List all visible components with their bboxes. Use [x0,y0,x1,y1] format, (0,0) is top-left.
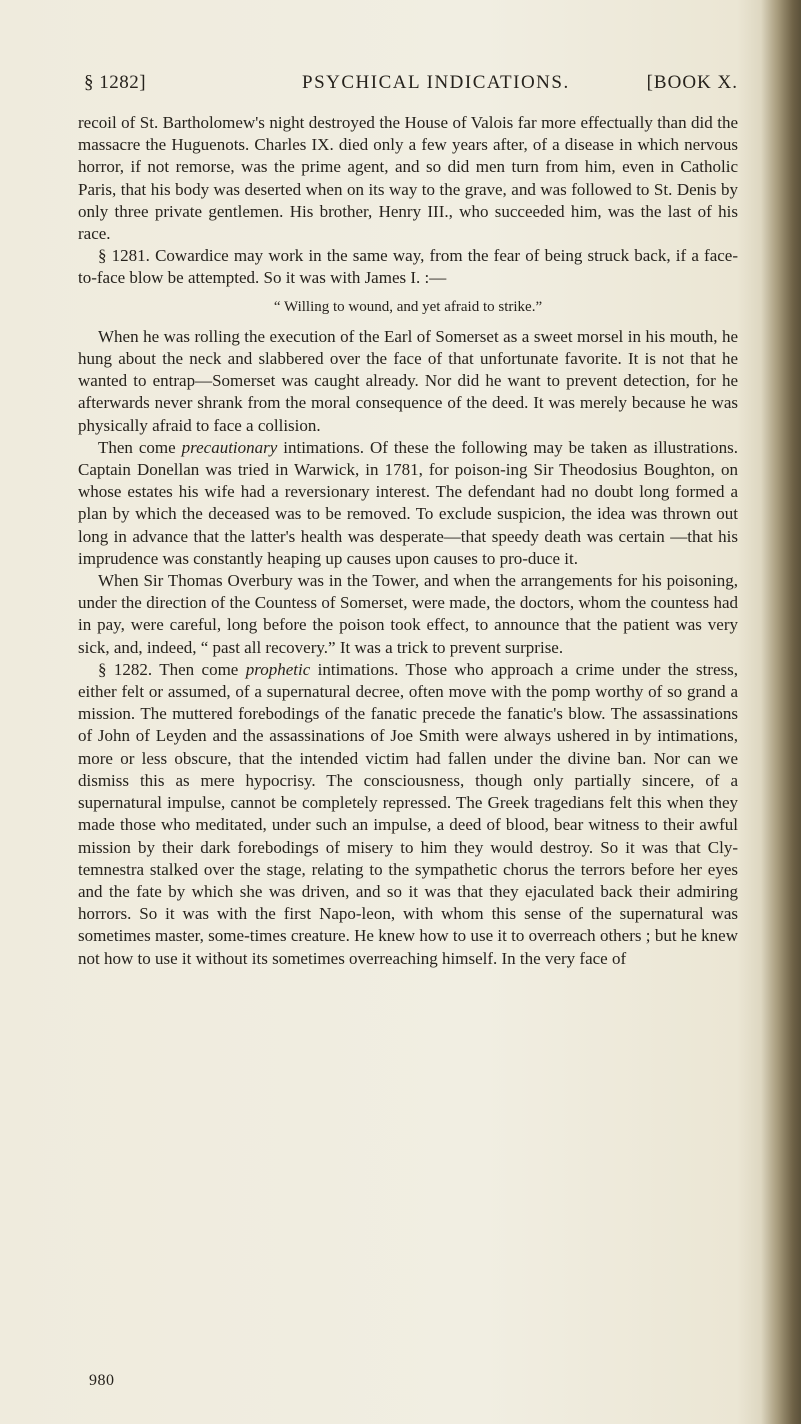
paragraph-4 [78,437,738,570]
header-book-number: [BOOK X. [646,72,738,93]
body-text [78,112,738,970]
paragraph-1: recoil of St. Bartholomew's night destroyed the House of Valois far more effectually than did the massacre the Huguenots. Charles IX. died only a few years after, of a disease in which nervous horror, if not remorse, was the prime agent, and so did men turn from him, even in Catholic Paris, that his body was deserted when on its way to the grave, and was followed to St. Denis by only three private gentlemen. His brother, Henry III., who succeeded him, was the last of his race. [78,113,738,244]
paragraph-4-text-a: Then come [98,437,182,457]
paragraph-2: § 1281. Cowardice may work in the same way, from the fear of being struck back, if a face-to-face blow be attempted. So it was with James I. :— [78,246,738,288]
paragraph-6-text-a: § 1282. Then come [98,659,246,679]
running-header [84,72,738,102]
paragraph-6 [78,659,738,970]
paragraph-5: When Sir Thomas Overbury was in the Tower, and when the arrangements for his poisoning, under the direction of the Countess of Somerset, were made, the doctors, whom the countess had in pay, were careful, long before the poison took effect, to announce that the patient was very sick, and, indeed, “ past all recovery.” It was a trick to prevent surprise. [78,571,738,657]
paragraph-4-text-b: intimations. Of these the following may be taken as illustrations. Captain Donellan was tried in Warwick, in 1781, for poison-ing Sir Theodosius Boughton, on whose estates his wife had a reversionary interest. The defendant had no doubt long formed a plan by which the deceased was to be removed. To exclude suspicion, the idea was thrown out long in advance that the latter's health was desperate—that speedy death was certain —that his imprudence was constantly heaping up causes upon causes to pro-duce it. [78,437,738,568]
header-section-number: § 1282] [84,72,147,93]
paragraph-3: When he was rolling the execution of the Earl of Somerset as a sweet morsel in his mouth, he hung about the neck and slabbered over the face of that unfortunate favorite. It is not that he wanted to entrap—Somerset was caught already. Nor did he want to prevent detection, for he afterwards never shrank from the moral consequence of the deed. It was merely because he was physically afraid to face a collision. [78,326,738,435]
paragraph-6-text-b: intimations. Those who approach a crime under the stress, either felt or assumed, of a supernatural decree, often move with the pomp worthy of so grand a mission. The muttered forebodings of the fanatic precede the fanatic's blow. The assassinations of John of Leyden and the assassinations of Joe Smith were always ushered in by intimations, more or less obscure, that the intended victim had fallen under the divine ban. Nor can we dismiss this as mere hypocrisy. The consciousness, though only partially sincere, of a supernatural impulse, cannot be completely repressed. The Greek tragedians felt this when they made those who meditated, under such an impulse, a deed of blood, bear witness to their awful mission by their dark forebodings of misery to him they would destroy. So it was that Cly-temnestra stalked over the stage, relating to the sympathetic chorus the terrors before her eyes and the fate by which she was driven, and so it was that they ejaculated back their admiring horrors. So it was with the first Napo-leon, with whom this sense of the supernatural was sometimes master, some-times creature. He knew how to use it to overreach others ; but he knew not how to use it without its sometimes overreaching himself. In the very face of [78,659,738,968]
paragraph-4-emphasis: precautionary [181,437,278,457]
page-edge-shadow [761,0,801,1424]
page-number: 980 [89,1372,115,1389]
header-title: PSYCHICAL INDICATIONS. [302,72,570,93]
paragraph-6-emphasis: prophetic [245,659,311,679]
quotation: “ Willing to wound, and yet afraid to strike.” [273,298,543,315]
